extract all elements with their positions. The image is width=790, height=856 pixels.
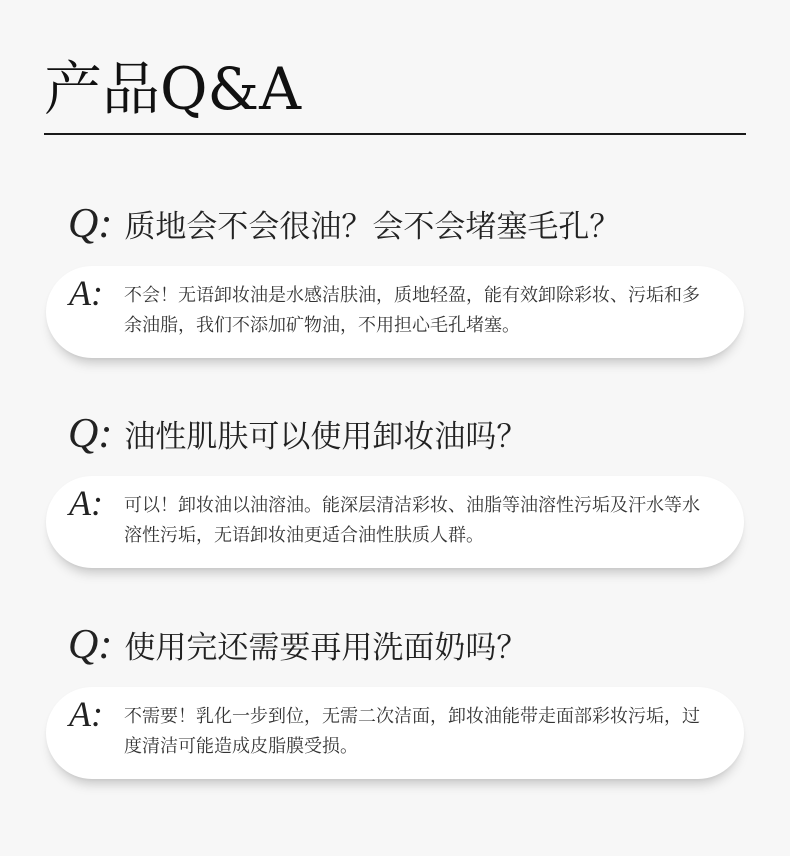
question-text: 使用完还需要再用洗面奶吗？ xyxy=(124,630,528,666)
answer-text: 可以！卸妆油以油溶油。能深层清洁彩妆、油脂等油溶性污垢及汗水等水溶性污垢，无语卸妆油更适合油性肤质人群。 xyxy=(124,495,700,546)
question-row xyxy=(68,621,527,669)
answer-text: 不会！无语卸妆油是水感洁肤油，质地轻盈，能有效卸除彩妆、污垢和多余油脂，我们不添加矿物油，不用担心毛孔堵塞。 xyxy=(124,285,700,336)
question-mark: Q: xyxy=(68,622,113,668)
answer-text: 不需要！乳化一步到位，无需二次洁面，卸妆油能带走面部彩妆污垢，过度清洁可能造成皮脂膜受损。 xyxy=(124,706,700,757)
answer-mark: A: xyxy=(69,694,103,734)
question-text: 质地会不会很油？会不会堵塞毛孔？ xyxy=(124,209,621,245)
question-mark: Q: xyxy=(68,411,113,457)
question-mark: Q: xyxy=(68,201,113,247)
question-row xyxy=(68,200,620,248)
question-row xyxy=(68,410,527,458)
answer-mark: A: xyxy=(69,273,103,313)
answer-mark: A: xyxy=(69,483,103,523)
question-text: 油性肌肤可以使用卸妆油吗？ xyxy=(124,419,528,455)
page-title: 产品Q&A xyxy=(44,55,302,123)
answer-card xyxy=(46,687,744,779)
title-divider xyxy=(44,133,746,135)
answer-card xyxy=(46,266,744,358)
answer-card xyxy=(46,476,744,568)
